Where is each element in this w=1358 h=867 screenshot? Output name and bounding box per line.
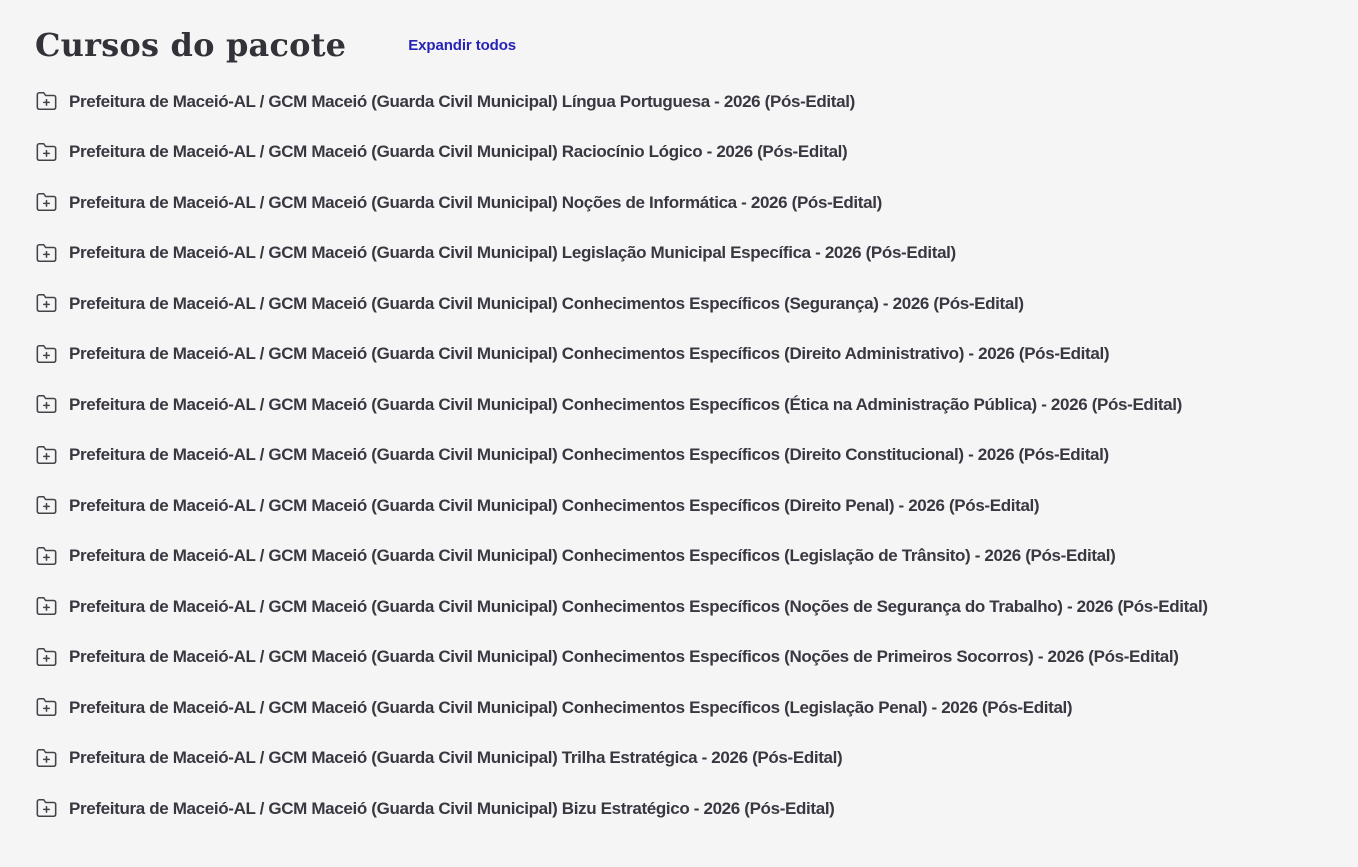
course-title: Prefeitura de Maceió-AL / GCM Maceió (Guarda Civil Municipal) Conhecimentos Específicos (Direito Penal) - 2026 (Pós-Edital): [69, 495, 1040, 515]
course-title: Prefeitura de Maceió-AL / GCM Maceió (Guarda Civil Municipal) Conhecimentos Específicos (Legislação Penal) - 2026 (Pós-Edital): [69, 697, 1073, 717]
folder-plus-icon[interactable]: [35, 696, 58, 718]
course-row[interactable]: [35, 545, 1330, 567]
folder-plus-icon[interactable]: [35, 595, 58, 617]
folder-plus-icon[interactable]: [35, 343, 58, 365]
course-row[interactable]: [35, 696, 1330, 718]
folder-plus-icon[interactable]: [35, 797, 58, 819]
course-row[interactable]: [35, 595, 1330, 617]
course-row[interactable]: [35, 191, 1330, 213]
folder-plus-icon[interactable]: [35, 141, 58, 163]
course-list: [35, 90, 1330, 819]
folder-plus-icon[interactable]: [35, 646, 58, 668]
folder-plus-icon[interactable]: [35, 90, 58, 112]
folder-plus-icon[interactable]: [35, 242, 58, 264]
page-header: [35, 24, 1330, 66]
course-row[interactable]: [35, 242, 1330, 264]
folder-plus-icon[interactable]: [35, 292, 58, 314]
course-title: Prefeitura de Maceió-AL / GCM Maceió (Guarda Civil Municipal) Conhecimentos Específicos (Legislação de Trânsito) - 2026 (Pós-Edital): [69, 546, 1116, 565]
course-title: Prefeitura de Maceió-AL / GCM Maceió (Guarda Civil Municipal) Conhecimentos Específicos (Noções de Primeiros Socorros) - 2026 (Pós-Edital): [69, 647, 1179, 666]
course-title: Prefeitura de Maceió-AL / GCM Maceió (Guarda Civil Municipal) Língua Portuguesa - 2026 (Pós-Edital): [69, 91, 855, 111]
folder-plus-icon[interactable]: [35, 545, 58, 567]
course-title: Prefeitura de Maceió-AL / GCM Maceió (Guarda Civil Municipal) Raciocínio Lógico - 2026 (Pós-Edital): [69, 142, 848, 161]
course-title: Prefeitura de Maceió-AL / GCM Maceió (Guarda Civil Municipal) Legislação Municipal Específica - 2026 (Pós-Edital): [69, 243, 956, 262]
folder-plus-icon[interactable]: [35, 393, 58, 415]
course-row[interactable]: [35, 494, 1330, 516]
expand-all-link[interactable]: Expandir todos: [408, 36, 517, 54]
course-title: Prefeitura de Maceió-AL / GCM Maceió (Guarda Civil Municipal) Conhecimentos Específicos (Noções de Segurança do Trabalho) - 2026 (Pós-Edital): [69, 596, 1208, 616]
folder-plus-icon[interactable]: [35, 494, 58, 516]
course-row[interactable]: [35, 343, 1330, 365]
course-row[interactable]: [35, 646, 1330, 668]
course-row[interactable]: [35, 747, 1330, 769]
page-title: Cursos do pacote: [35, 26, 347, 64]
course-title: Prefeitura de Maceió-AL / GCM Maceió (Guarda Civil Municipal) Noções de Informática - 2026 (Pós-Edital): [69, 192, 882, 212]
course-row[interactable]: [35, 797, 1330, 819]
course-title: Prefeitura de Maceió-AL / GCM Maceió (Guarda Civil Municipal) Conhecimentos Específicos (Ética na Administração Pública) - 2026 (Pós-Edital): [69, 394, 1182, 414]
course-title: Prefeitura de Maceió-AL / GCM Maceió (Guarda Civil Municipal) Conhecimentos Específicos (Direito Administrativo) - 2026 (Pós-Edital): [69, 344, 1110, 363]
folder-plus-icon[interactable]: [35, 747, 58, 769]
course-row[interactable]: [35, 90, 1330, 112]
course-row[interactable]: [35, 141, 1330, 163]
folder-plus-icon[interactable]: [35, 444, 58, 466]
course-title: Prefeitura de Maceió-AL / GCM Maceió (Guarda Civil Municipal) Bizu Estratégico - 2026 (Pós-Edital): [69, 798, 835, 818]
course-title: Prefeitura de Maceió-AL / GCM Maceió (Guarda Civil Municipal) Trilha Estratégica - 2026 (Pós-Edital): [69, 748, 843, 767]
course-title: Prefeitura de Maceió-AL / GCM Maceió (Guarda Civil Municipal) Conhecimentos Específicos (Direito Constitucional) - 2026 (Pós-Edital): [69, 445, 1109, 464]
course-title: Prefeitura de Maceió-AL / GCM Maceió (Guarda Civil Municipal) Conhecimentos Específicos (Segurança) - 2026 (Pós-Edital): [69, 293, 1024, 313]
course-row[interactable]: [35, 393, 1330, 415]
course-row[interactable]: [35, 292, 1330, 314]
folder-plus-icon[interactable]: [35, 191, 58, 213]
course-row[interactable]: [35, 444, 1330, 466]
